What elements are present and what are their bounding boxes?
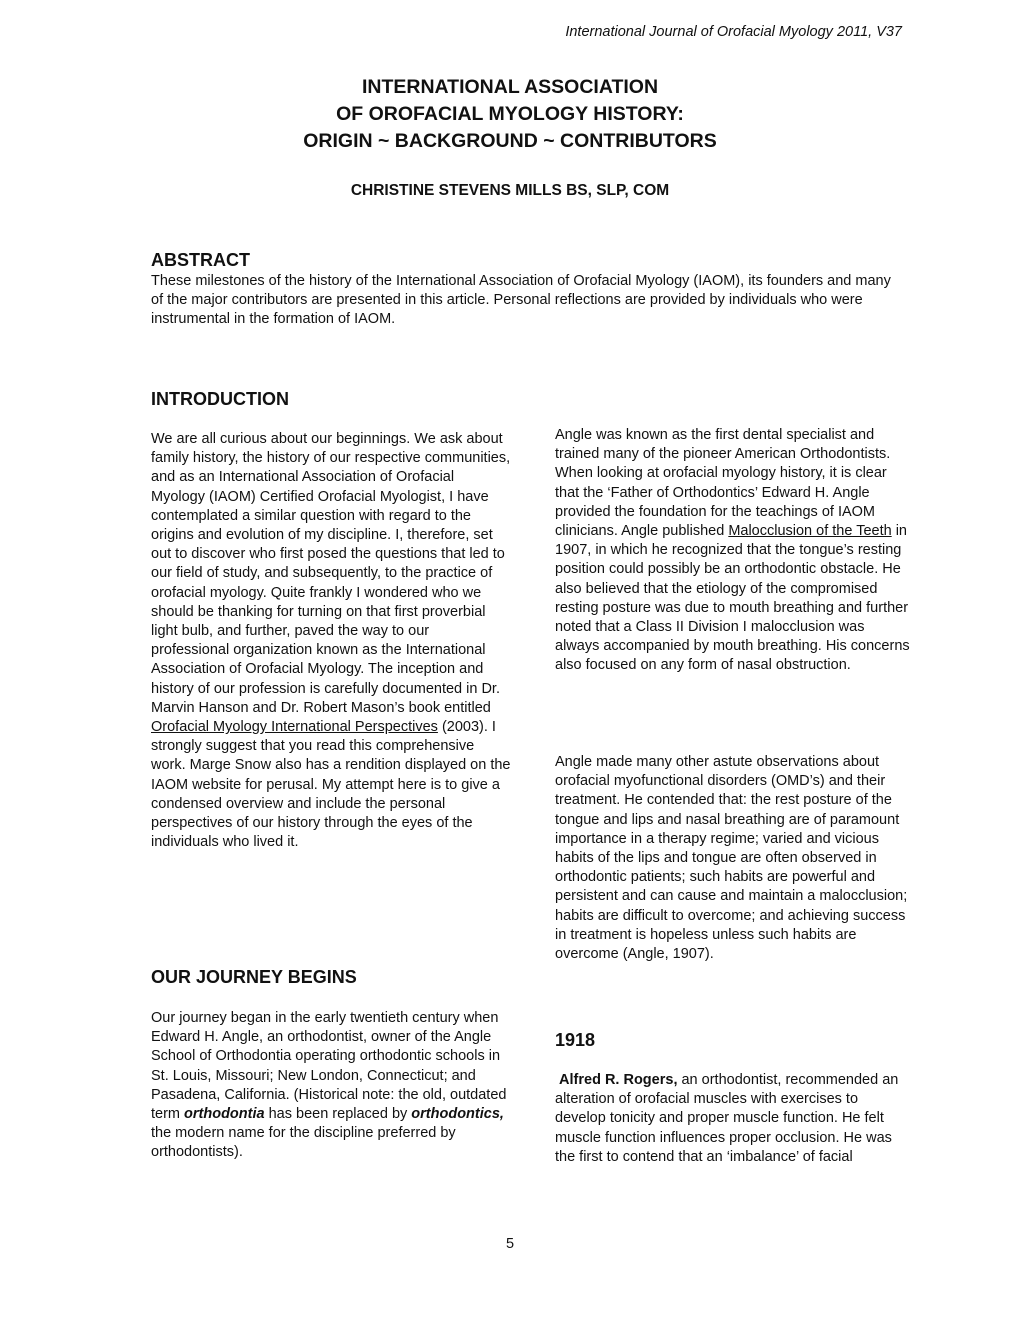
introduction-paragraph [151,430,511,852]
running-header: International Journal of Orofacial Myology 2011, V37 [565,24,902,40]
journey-paragraph [151,1009,511,1163]
title-line: OF OROFACIAL MYOLOGY HISTORY: [336,103,684,125]
angle-text: in 1907, in which he recognized that the tongue’s resting position could possibly be an orthodontic obstacle. He also believed that the etiology of the compromised resting posture was due to mouth breathing and further noted that a Class II Division I malocclusion was always accompanied by mouth breathing. His concerns also focused on any form of nasal obstruction. [555,523,910,674]
abstract-text: These milestones of the history of the International Association of Orofacial Myology (IAOM), its founders and many of the major contributors are presented in this article. Personal reflections are provided by individuals who were instrumental in the formation of IAOM. [151,273,891,328]
rogers-name: Alfred R. Rogers, [559,1072,678,1088]
angle-paragraph [555,426,910,676]
article-title [0,74,1020,155]
journey-text: Our journey began in the early twentieth century when Edward H. Angle, an orthodontist, owner of the Angle School of Orthodontia operating orthodontic schools in St. Louis, Missouri; New London, Connecticut; and Pasadena, California. (Historical note: the old, outdated term [151,1010,507,1123]
introduction-heading: INTRODUCTION [151,389,289,409]
book-title: Malocclusion of the Teeth [728,523,892,540]
intro-text: (2003). I strongly suggest that you read this comprehensive work. Marge Snow also has a rendition displayed on the IAOM website for perusal. My attempt here is to give a condensed overview and include the personal perspectives of our history through the eyes of the individuals who lived it. [151,719,511,851]
journey-text: has been replaced by [264,1106,412,1123]
page-number: 5 [505,1236,515,1252]
rogers-text: an orthodontist, recommended an alteration of orofacial muscles with exercises to develop tonicity and proper muscle function. He felt muscle function influences proper occlusion. He was the first to contend that an ‘imbalance’ of facial [555,1072,899,1165]
term-orthodontia: orthodontia [184,1106,265,1123]
journey-heading: OUR JOURNEY BEGINS [151,967,357,987]
author-line: CHRISTINE STEVENS MILLS BS, SLP, COM [350,182,670,199]
title-line: INTERNATIONAL ASSOCIATION [361,76,659,98]
angle-text: Angle was known as the first dental specialist and trained many of the pioneer American Orthodontists. When looking at orofacial myology history, it is clear that the ‘Father of Orthodontics’ Edward H. Angle provided the foundation for the teachings of IAOM clinicians. Angle published [555,427,891,540]
intro-text: We are all curious about our beginnings. We ask about family history, the history of our respective communities, and as an International Association of Orofacial Myology (IAOM) Certified Orofacial Myologist, I have contemplated a similar question with regard to the origins and evolution of my discipline. I, therefore, set out to discover who first posed the questions that led to our field of study, and subsequently, to the practice of orofacial myology. Quite frankly I wondered who we should be thanking for turning on that first proverbial light bulb, and further, paved the way to our professional organization known as the International Association of Orofacial Myology. The inception and history of our profession is carefully documented in Dr. Marvin Hanson and Dr. Robert Mason’s book entitled [151,431,511,716]
year-1918-heading: 1918 [555,1030,596,1050]
angle-observations-paragraph [555,753,910,964]
title-line: ORIGIN ~ BACKGROUND ~ CONTRIBUTORS [303,130,717,152]
observations-text: Angle made many other astute observations about orofacial myofunctional disorders (OMD’s) and their treatment. He contended that: the rest posture of the tongue and lips and nasal breathing are of paramount importance in a therapy regime; varied and vicious habits of the lips and tongue are often observed in orthodontic patients; such habits are powerful and persistent and can cause and maintain a malocclusion; habits are difficult to overcome; and achieving success in treatment is hopeless unless such habits are overcome (Angle, 1907). [555,754,908,963]
rogers-paragraph [555,1071,910,1167]
abstract-heading: ABSTRACT [151,250,250,270]
book-title: Orofacial Myology International Perspectives [151,719,438,736]
term-orthodontics: orthodontics, [411,1106,504,1123]
journey-text: the modern name for the discipline preferred by orthodontists). [151,1125,456,1161]
